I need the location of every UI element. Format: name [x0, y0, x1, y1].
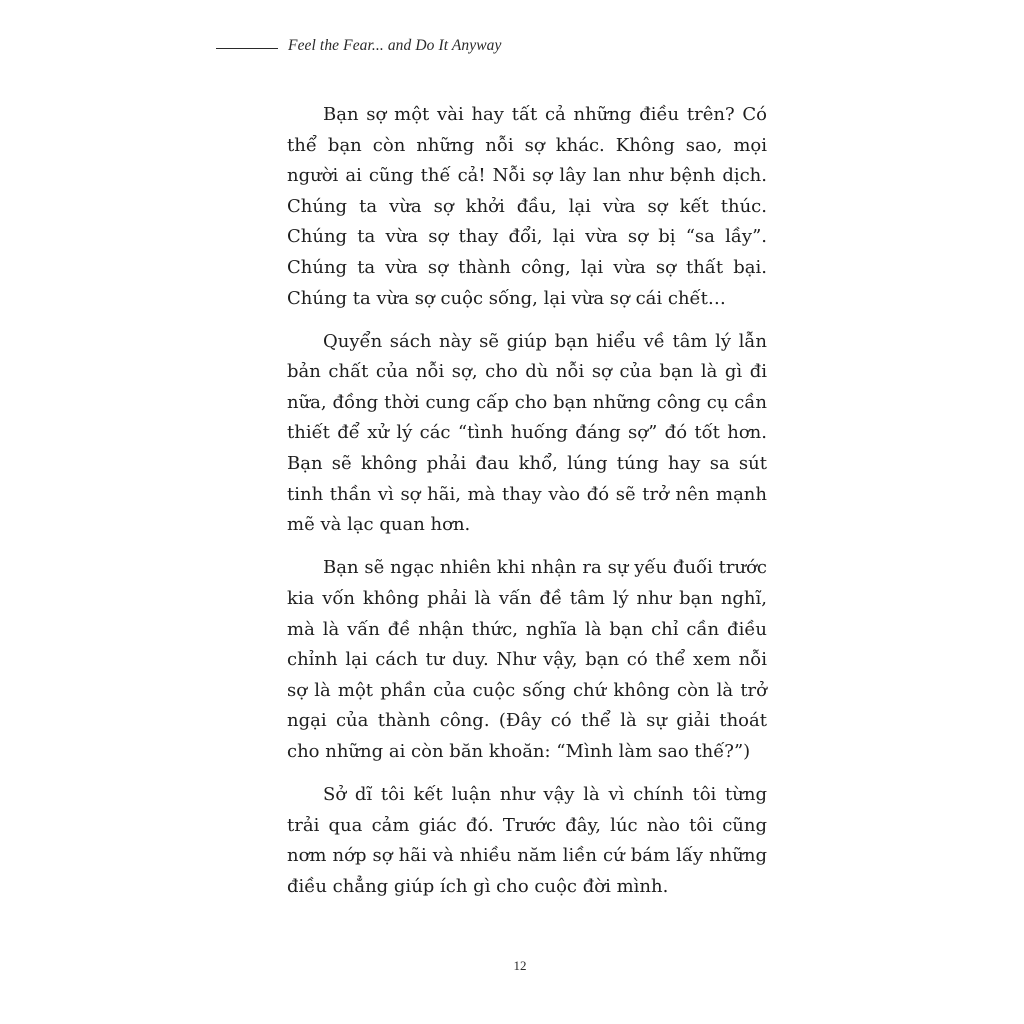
page-number: 12 [513, 958, 527, 973]
header-rule [216, 48, 278, 49]
paragraph: Bạn sợ một vài hay tất cả những điều trên? Có thể bạn còn những nỗi sợ khác. Không sao, mọi người ai cũng thế cả! Nỗi sợ lây lan như bệnh dịch. Chúng ta vừa sợ khởi đầu, lại vừa sợ kết thúc. Chúng ta vừa sợ thay đổi, lại vừa sợ bị “sa lầy”. Chúng ta vừa sợ thành công, lại vừa sợ thất bại. Chúng ta vừa sợ cuộc sống, lại vừa sợ cái chết… [287, 104, 767, 309]
running-header [216, 32, 502, 60]
paragraph: Quyển sách này sẽ giúp bạn hiểu về tâm lý lẫn bản chất của nỗi sợ, cho dù nỗi sợ của bạn là gì đi nữa, đồng thời cung cấp cho bạn những công cụ cần thiết để xử lý các “tình huống đáng sợ” đó tốt hơn. Bạn sẽ không phải đau khổ, lúng túng hay sa sút tinh thần vì sợ hãi, mà thay vào đó sẽ trở nên mạnh mẽ và lạc quan hơn. [287, 330, 767, 536]
running-header-title: Feel the Fear... and Do It Anyway [288, 37, 502, 54]
paragraph: Sở dĩ tôi kết luận như vậy là vì chính tôi từng trải qua cảm giác đó. Trước đây, lúc nào tôi cũng nơm nớp sợ hãi và nhiều năm liền cứ bám lấy những điều chẳng giúp ích gì cho cuộc đời mình. [287, 783, 767, 897]
paragraph: Bạn sẽ ngạc nhiên khi nhận ra sự yếu đuối trước kia vốn không phải là vấn đề tâm lý như bạn nghĩ, mà là vấn đề nhận thức, nghĩa là bạn chỉ cần điều chỉnh lại cách tư duy. Như vậy, bạn có thể xem nỗi sợ là một phần của cuộc sống chứ không còn là trở ngại của thành công. (Đây có thể là sự giải thoát cho những ai còn băn khoăn: “Mình làm sao thế?”) [287, 557, 767, 762]
body-text [287, 100, 767, 915]
